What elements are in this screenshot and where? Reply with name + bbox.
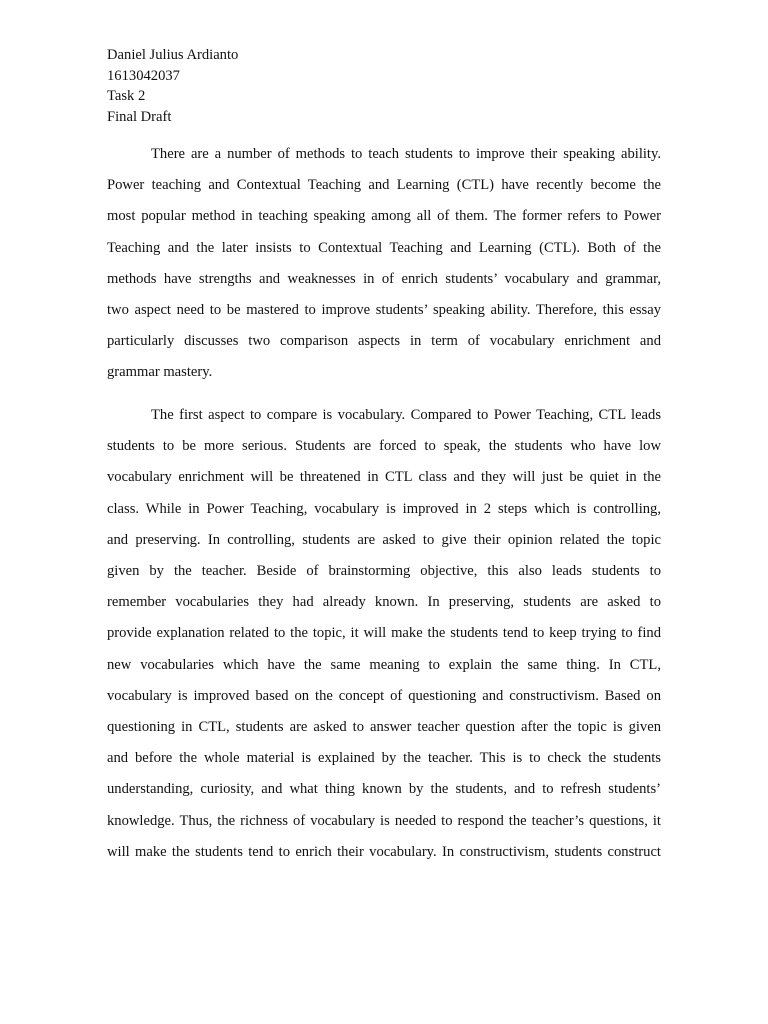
text-line: grammar mastery.: [107, 364, 213, 381]
paragraph: [107, 139, 661, 389]
text-line: methods have strengths and weaknesses in of enrich students’ vocabulary and grammar,: [107, 270, 661, 287]
draft-label: Final Draft: [107, 109, 172, 126]
document-header: [107, 45, 238, 128]
task-label: Task 2: [107, 88, 146, 105]
text-line: given by the teacher. Beside of brainstorming objective, this also leads students to: [107, 563, 661, 580]
text-line: vocabulary enrichment will be threatened in CTL class and they will just be quiet in the: [107, 469, 661, 486]
text-line: particularly discusses two comparison aspects in term of vocabulary enrichment and: [107, 333, 661, 350]
student-id: 1613042037: [107, 67, 180, 84]
text-line: students to be more serious. Students are forced to speak, the students who have low: [107, 438, 661, 455]
text-line: Power teaching and Contextual Teaching and Learning (CTL) have recently become the: [107, 177, 661, 194]
text-line: knowledge. Thus, the richness of vocabulary is needed to respond the teacher’s questions, it: [107, 812, 661, 829]
text-line: The first aspect to compare is vocabulary. Compared to Power Teaching, CTL leads: [151, 407, 661, 423]
paragraph: [107, 400, 661, 868]
text-line: and before the whole material is explained by the teacher. This is to check the students: [107, 750, 661, 767]
text-line: questioning in CTL, students are asked to answer teacher question after the topic is given: [107, 719, 661, 736]
text-line: two aspect need to be mastered to improve students’ speaking ability. Therefore, this essay: [107, 302, 661, 319]
paragraph-vocabulary: [107, 400, 661, 868]
text-line: most popular method in teaching speaking among all of them. The former refers to Power: [107, 208, 661, 225]
text-line: new vocabularies which have the same meaning to explain the same thing. In CTL,: [107, 656, 661, 673]
text-line: understanding, curiosity, and what thing known by the students, and to refresh students’: [107, 781, 661, 798]
text-line: provide explanation related to the topic, it will make the students tend to keep trying to find: [107, 625, 661, 642]
text-line: class. While in Power Teaching, vocabulary is improved in 2 steps which is controlling,: [107, 500, 661, 517]
text-line: Teaching and the later insists to Contextual Teaching and Learning (CTL). Both of the: [107, 239, 661, 256]
text-line: There are a number of methods to teach students to improve their speaking ability.: [151, 146, 661, 162]
text-line: vocabulary is improved based on the concept of questioning and constructivism. Based on: [107, 687, 661, 704]
text-line: remember vocabularies they had already known. In preserving, students are asked to: [107, 594, 661, 611]
paragraph-introduction: [107, 139, 661, 389]
author-name: Daniel Julius Ardianto: [107, 47, 239, 63]
text-line: and preserving. In controlling, students are asked to give their opinion related the topic: [107, 531, 661, 548]
text-line: will make the students tend to enrich their vocabulary. In constructivism, students construct: [107, 843, 661, 860]
